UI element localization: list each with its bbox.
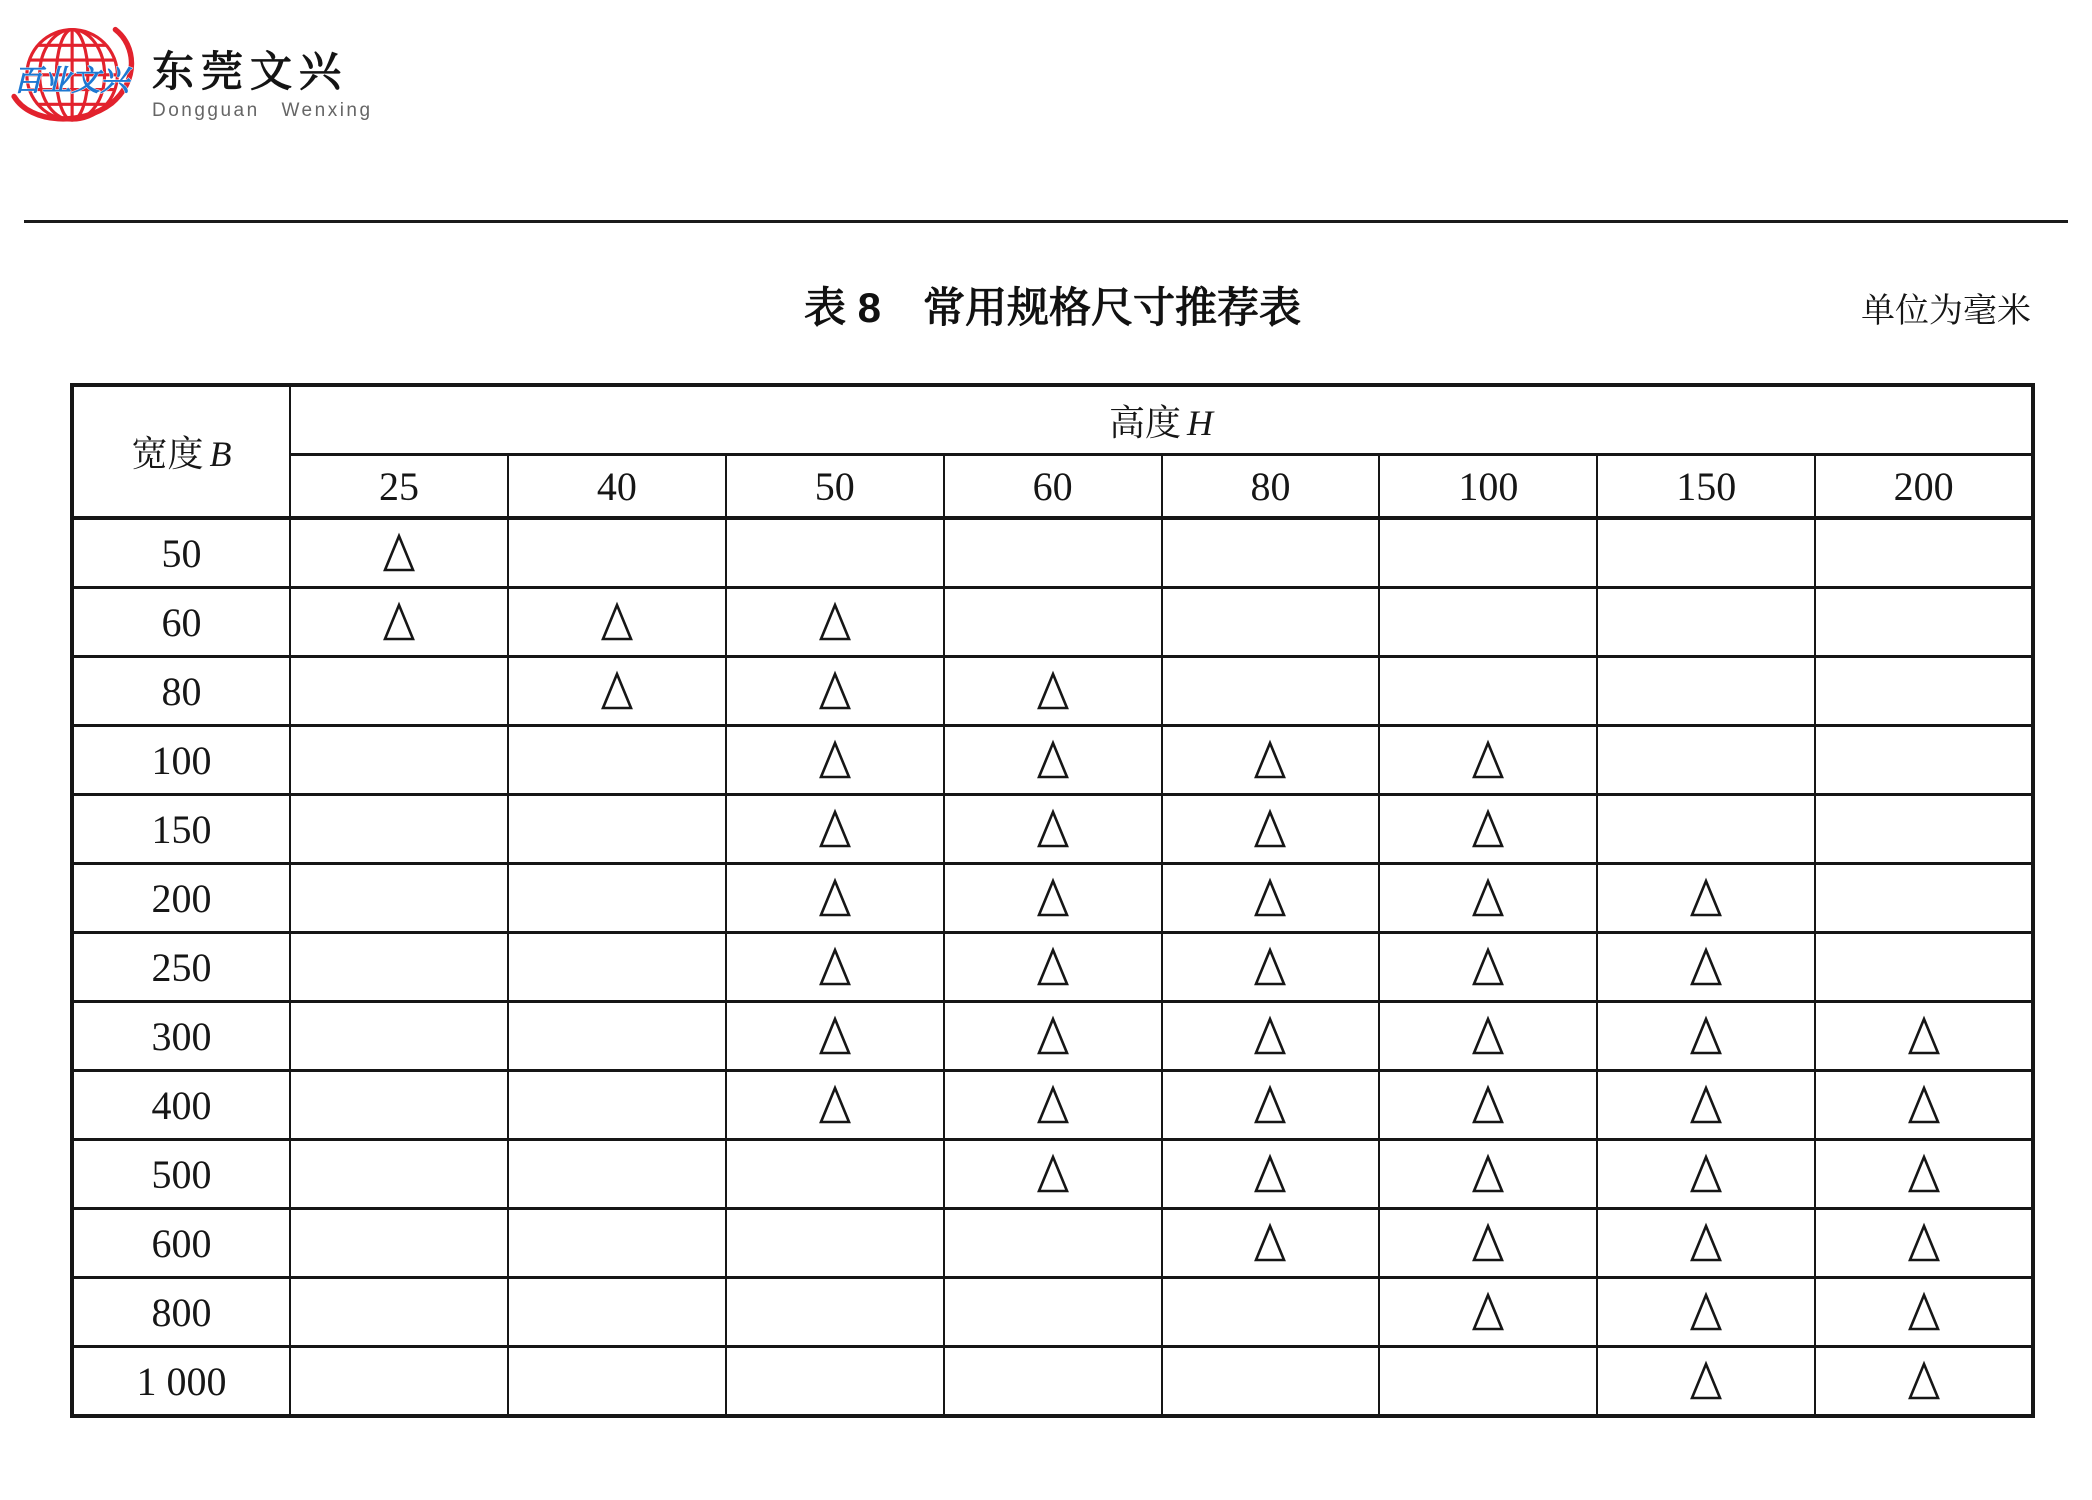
empty-cell xyxy=(1815,588,2033,657)
triangle-mark-icon xyxy=(1036,877,1070,919)
mark-cell xyxy=(1597,1002,1815,1071)
mark-cell xyxy=(1597,1347,1815,1417)
mark-cell xyxy=(1379,1071,1597,1140)
empty-cell xyxy=(726,1140,944,1209)
triangle-mark-icon xyxy=(1907,1222,1941,1264)
mark-cell xyxy=(726,588,944,657)
triangle-mark-icon xyxy=(600,670,634,712)
mark-cell xyxy=(1815,1209,2033,1278)
empty-cell xyxy=(1597,795,1815,864)
col-group-symbol: H xyxy=(1187,402,1213,443)
empty-cell xyxy=(508,518,726,588)
triangle-mark-icon xyxy=(1036,670,1070,712)
empty-cell xyxy=(508,1140,726,1209)
triangle-mark-icon xyxy=(1471,1291,1505,1333)
empty-cell xyxy=(1815,657,2033,726)
triangle-mark-icon xyxy=(1036,739,1070,781)
triangle-mark-icon xyxy=(818,877,852,919)
column-header-row xyxy=(72,455,2033,519)
table-row xyxy=(72,933,2033,1002)
mark-cell xyxy=(1162,726,1380,795)
empty-cell xyxy=(290,864,508,933)
mark-cell xyxy=(1162,795,1380,864)
empty-cell xyxy=(1162,518,1380,588)
empty-cell xyxy=(290,657,508,726)
width-row-header: 60 xyxy=(72,588,290,657)
mark-cell xyxy=(1597,1209,1815,1278)
empty-cell xyxy=(1162,1347,1380,1417)
triangle-mark-icon xyxy=(818,739,852,781)
width-row-header: 250 xyxy=(72,933,290,1002)
table-row xyxy=(72,1071,2033,1140)
height-column-header: 50 xyxy=(726,455,944,519)
empty-cell xyxy=(508,1209,726,1278)
triangle-mark-icon xyxy=(1036,1153,1070,1195)
triangle-mark-icon xyxy=(1689,1015,1723,1057)
table-row xyxy=(72,1278,2033,1347)
mark-cell xyxy=(1379,864,1597,933)
mark-cell xyxy=(726,1071,944,1140)
horizontal-rule xyxy=(24,220,2068,223)
empty-cell xyxy=(508,1278,726,1347)
mark-cell xyxy=(944,864,1162,933)
mark-cell xyxy=(1162,1140,1380,1209)
triangle-mark-icon xyxy=(1907,1015,1941,1057)
triangle-mark-icon xyxy=(1471,739,1505,781)
empty-cell xyxy=(508,795,726,864)
empty-cell xyxy=(1597,657,1815,726)
empty-cell xyxy=(290,1347,508,1417)
mark-cell xyxy=(726,657,944,726)
company-name-en: Dongguan Wenxing xyxy=(152,100,373,121)
corner-header-width-b xyxy=(72,385,290,518)
mark-cell xyxy=(1815,1140,2033,1209)
triangle-mark-icon xyxy=(1471,1153,1505,1195)
mark-cell xyxy=(1815,1347,2033,1417)
triangle-mark-icon xyxy=(600,601,634,643)
triangle-mark-icon xyxy=(1907,1084,1941,1126)
corner-header-symbol: B xyxy=(209,434,232,474)
empty-cell xyxy=(1379,657,1597,726)
empty-cell xyxy=(290,1071,508,1140)
mark-cell xyxy=(290,518,508,588)
height-column-header: 150 xyxy=(1597,455,1815,519)
mark-cell xyxy=(944,657,1162,726)
empty-cell xyxy=(1162,588,1380,657)
empty-cell xyxy=(1597,726,1815,795)
mark-cell xyxy=(1379,1002,1597,1071)
triangle-mark-icon xyxy=(1689,1291,1723,1333)
empty-cell xyxy=(1815,518,2033,588)
mark-cell xyxy=(1597,1140,1815,1209)
triangle-mark-icon xyxy=(1689,1153,1723,1195)
triangle-mark-icon xyxy=(1471,946,1505,988)
table-row xyxy=(72,657,2033,726)
triangle-mark-icon xyxy=(1471,1084,1505,1126)
triangle-mark-icon xyxy=(1471,1015,1505,1057)
company-name-cn: 东莞文兴 xyxy=(152,50,349,96)
width-row-header: 100 xyxy=(72,726,290,795)
mark-cell xyxy=(1379,1278,1597,1347)
empty-cell xyxy=(1162,657,1380,726)
empty-cell xyxy=(508,1071,726,1140)
mark-cell xyxy=(1815,1071,2033,1140)
mark-cell xyxy=(944,795,1162,864)
width-row-header: 80 xyxy=(72,657,290,726)
mark-cell xyxy=(944,933,1162,1002)
table-row xyxy=(72,588,2033,657)
triangle-mark-icon xyxy=(1253,1084,1287,1126)
mark-cell xyxy=(508,657,726,726)
empty-cell xyxy=(290,933,508,1002)
empty-cell xyxy=(1815,864,2033,933)
width-row-header: 500 xyxy=(72,1140,290,1209)
height-column-header: 100 xyxy=(1379,455,1597,519)
table-row xyxy=(72,1347,2033,1417)
width-row-header: 50 xyxy=(72,518,290,588)
col-group-label: 高度 xyxy=(1108,402,1181,443)
mark-cell xyxy=(1597,1071,1815,1140)
mark-cell xyxy=(726,1002,944,1071)
empty-cell xyxy=(1379,588,1597,657)
triangle-mark-icon xyxy=(1253,1222,1287,1264)
mark-cell xyxy=(1379,1140,1597,1209)
height-column-header: 40 xyxy=(508,455,726,519)
mark-cell xyxy=(726,795,944,864)
empty-cell xyxy=(726,518,944,588)
table-header xyxy=(72,385,2033,518)
company-logo xyxy=(10,6,373,124)
mark-cell xyxy=(944,726,1162,795)
empty-cell xyxy=(290,795,508,864)
triangle-mark-icon xyxy=(818,601,852,643)
width-row-header: 300 xyxy=(72,1002,290,1071)
table-body xyxy=(72,518,2033,1416)
height-column-header: 80 xyxy=(1162,455,1380,519)
empty-cell xyxy=(726,1278,944,1347)
triangle-mark-icon xyxy=(382,532,416,574)
empty-cell xyxy=(944,518,1162,588)
col-group-header-height-h xyxy=(290,385,2033,455)
triangle-mark-icon xyxy=(1471,1222,1505,1264)
mark-cell xyxy=(1597,864,1815,933)
mark-cell xyxy=(726,933,944,1002)
triangle-mark-icon xyxy=(1036,808,1070,850)
mark-cell xyxy=(944,1002,1162,1071)
empty-cell xyxy=(1597,588,1815,657)
empty-cell xyxy=(726,1209,944,1278)
mark-cell xyxy=(508,588,726,657)
triangle-mark-icon xyxy=(818,946,852,988)
empty-cell xyxy=(508,726,726,795)
triangle-mark-icon xyxy=(1689,1360,1723,1402)
triangle-mark-icon xyxy=(1253,1153,1287,1195)
empty-cell xyxy=(290,726,508,795)
triangle-mark-icon xyxy=(1907,1360,1941,1402)
group-header-row xyxy=(72,385,2033,455)
width-row-header: 800 xyxy=(72,1278,290,1347)
empty-cell xyxy=(1379,1347,1597,1417)
triangle-mark-icon xyxy=(382,601,416,643)
mark-cell xyxy=(1379,1209,1597,1278)
triangle-mark-icon xyxy=(1689,946,1723,988)
table-row xyxy=(72,795,2033,864)
triangle-mark-icon xyxy=(818,1015,852,1057)
empty-cell xyxy=(944,1278,1162,1347)
empty-cell xyxy=(944,588,1162,657)
triangle-mark-icon xyxy=(1253,1015,1287,1057)
triangle-mark-icon xyxy=(1036,1015,1070,1057)
unit-note: 单位为毫米 xyxy=(1861,293,2031,330)
mark-cell xyxy=(1597,933,1815,1002)
triangle-mark-icon xyxy=(1907,1153,1941,1195)
table-row xyxy=(72,1002,2033,1071)
mark-cell xyxy=(944,1140,1162,1209)
mark-cell xyxy=(290,588,508,657)
empty-cell xyxy=(726,1347,944,1417)
triangle-mark-icon xyxy=(1689,877,1723,919)
triangle-mark-icon xyxy=(1253,877,1287,919)
height-column-header: 60 xyxy=(944,455,1162,519)
triangle-mark-icon xyxy=(818,808,852,850)
triangle-mark-icon xyxy=(1689,1222,1723,1264)
mark-cell xyxy=(1162,1002,1380,1071)
empty-cell xyxy=(944,1209,1162,1278)
mark-cell xyxy=(726,726,944,795)
globe-logo-icon xyxy=(10,6,148,124)
empty-cell xyxy=(1162,1278,1380,1347)
table-row xyxy=(72,726,2033,795)
table-row xyxy=(72,1209,2033,1278)
mark-cell xyxy=(1597,1278,1815,1347)
width-row-header: 1 000 xyxy=(72,1347,290,1417)
empty-cell xyxy=(1597,518,1815,588)
height-column-header: 25 xyxy=(290,455,508,519)
triangle-mark-icon xyxy=(1036,946,1070,988)
mark-cell xyxy=(1162,1209,1380,1278)
triangle-mark-icon xyxy=(818,1084,852,1126)
empty-cell xyxy=(1815,795,2033,864)
width-row-header: 150 xyxy=(72,795,290,864)
mark-cell xyxy=(1815,1002,2033,1071)
mark-cell xyxy=(1815,1278,2033,1347)
height-column-header: 200 xyxy=(1815,455,2033,519)
triangle-mark-icon xyxy=(1253,808,1287,850)
triangle-mark-icon xyxy=(1253,946,1287,988)
empty-cell xyxy=(944,1347,1162,1417)
empty-cell xyxy=(290,1209,508,1278)
empty-cell xyxy=(1379,518,1597,588)
triangle-mark-icon xyxy=(1689,1084,1723,1126)
mark-cell xyxy=(944,1071,1162,1140)
table-row xyxy=(72,864,2033,933)
width-row-header: 600 xyxy=(72,1209,290,1278)
triangle-mark-icon xyxy=(1907,1291,1941,1333)
empty-cell xyxy=(508,1347,726,1417)
empty-cell xyxy=(1815,933,2033,1002)
logo-text-block xyxy=(152,6,373,120)
empty-cell xyxy=(290,1140,508,1209)
empty-cell xyxy=(508,864,726,933)
size-recommendation-table xyxy=(70,383,2035,1418)
triangle-mark-icon xyxy=(818,670,852,712)
mark-cell xyxy=(726,864,944,933)
caption-row xyxy=(70,281,2035,335)
mark-cell xyxy=(1162,864,1380,933)
empty-cell xyxy=(290,1002,508,1071)
table-row xyxy=(72,518,2033,588)
triangle-mark-icon xyxy=(1253,739,1287,781)
mark-cell xyxy=(1379,795,1597,864)
table-title: 表 8 常用规格尺寸推荐表 xyxy=(803,284,1302,331)
empty-cell xyxy=(290,1278,508,1347)
mark-cell xyxy=(1162,933,1380,1002)
corner-header-label: 宽度 xyxy=(131,434,204,474)
empty-cell xyxy=(508,933,726,1002)
mark-cell xyxy=(1379,726,1597,795)
globe-caption: 百业文兴 xyxy=(13,65,132,98)
triangle-mark-icon xyxy=(1471,808,1505,850)
empty-cell xyxy=(1815,726,2033,795)
triangle-mark-icon xyxy=(1471,877,1505,919)
table-row xyxy=(72,1140,2033,1209)
triangle-mark-icon xyxy=(1036,1084,1070,1126)
width-row-header: 400 xyxy=(72,1071,290,1140)
empty-cell xyxy=(508,1002,726,1071)
mark-cell xyxy=(1162,1071,1380,1140)
width-row-header: 200 xyxy=(72,864,290,933)
mark-cell xyxy=(1379,933,1597,1002)
